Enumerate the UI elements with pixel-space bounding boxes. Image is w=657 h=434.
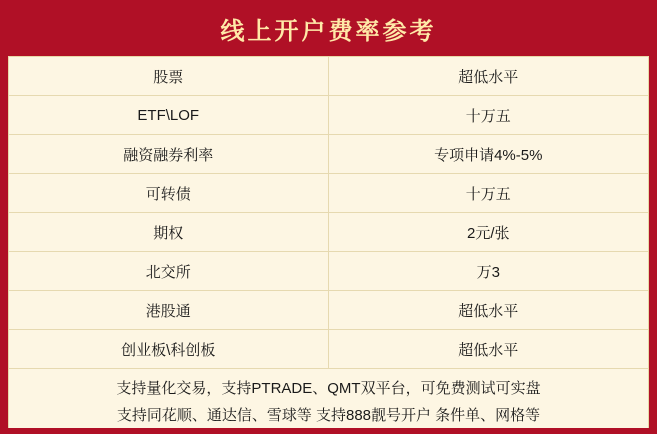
row-value: 专项申请4%-5% [434,146,543,164]
table-row [9,135,648,174]
table-row [9,213,648,252]
row-label: 北交所 [9,252,329,290]
footer-line: 支持量化交易，支持PTRADE、QMT双平台，可免费测试可实盘 [116,380,541,397]
fee-rate-table [8,56,649,368]
row-value: 十万五 [465,185,511,203]
row-label: 期权 [9,213,329,251]
row-label: 创业板\科创板 [9,330,329,368]
table-row [9,174,648,213]
footer-notes [8,368,649,434]
table-row [9,291,648,330]
table-row [9,96,648,135]
table-row [9,57,648,96]
footer-line: 支持同花顺、通达信、雪球等 支持888靓号开户 条件单、网格等 [116,407,541,424]
card-header [0,0,657,56]
row-value: 超低水平 [458,302,519,320]
bottom-accent-bar [0,428,657,434]
row-value: 十万五 [465,107,511,125]
page-title: 线上开户费率参考 [220,17,437,45]
row-value: 2元/张 [466,224,510,242]
row-label: 融资融券利率 [9,135,329,173]
row-value: 超低水平 [458,341,519,359]
table-row [9,330,648,368]
row-label: 可转债 [9,174,329,212]
row-label: 港股通 [9,291,329,329]
row-value: 万3 [476,263,500,281]
row-label: 股票 [9,57,329,95]
row-value: 超低水平 [458,68,519,86]
row-label: ETF\LOF [9,96,329,134]
table-row [9,252,648,291]
